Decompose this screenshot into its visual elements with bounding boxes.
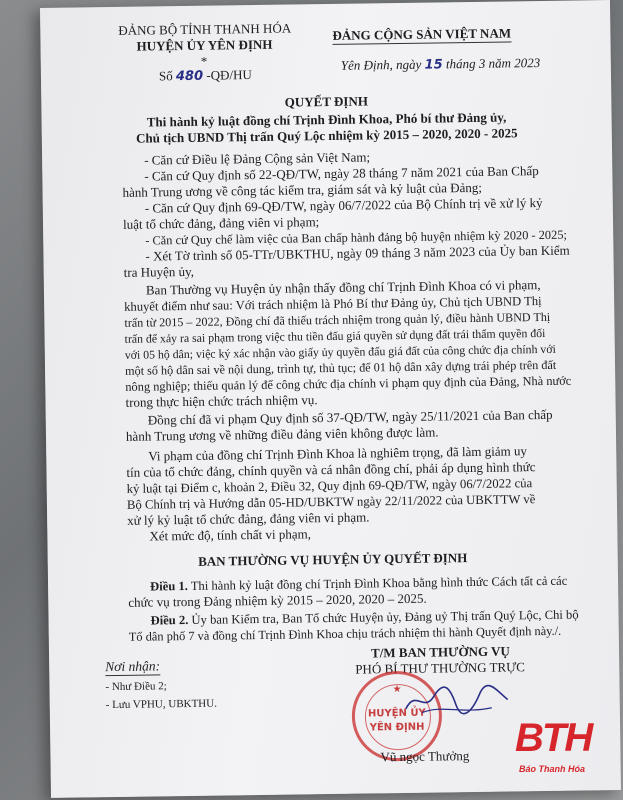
body-line: luật tổ chức đảng, đảng viên vi phạm; (122, 214, 320, 232)
body-line: kỷ luật tại Điểm c, khoản 2, Điều 32, Quy định 69-QĐ/TW, ngày 06/7/2022 của (126, 476, 533, 496)
decision-heading: BAN THƯỜNG VỤ HUYỆN ỦY QUYẾT ĐỊNH (198, 550, 468, 569)
org-left-line2: HUYỆN ỦY YÊN ĐỊNH (136, 36, 273, 54)
body-line: Đồng chí đã vi phạm Quy định số 37-QĐ/TW, ngày 25/11/2021 của Ban chấp (147, 406, 553, 428)
body-line: với 05 hộ dân; việc ký xác nhận vào giấy ủy quyền đấu giá đất của công chức địa chính với (124, 341, 556, 362)
body-line: - Căn cứ Quy định 69-QĐ/TW, ngày 06/7/2022 của Bộ Chính trị về xử lý kỷ (144, 195, 543, 216)
date-suffix: tháng 3 năm 2023 (445, 55, 541, 72)
body-line: - Xét Tờ trình số 05-TTr/UBKTHU, ngày 09 tháng 3 năm 2023 của Ủy ban Kiểm (145, 242, 570, 264)
logo-tagline: Báo Thanh Hóa (519, 764, 586, 774)
document-paper (40, 0, 621, 798)
stamp-star-icon: ★ (392, 684, 402, 696)
so-suffix: -QĐ/HU (206, 67, 252, 83)
article-1-label: Điều 1. (149, 578, 188, 594)
body-line: Xét mức độ, tính chất vi phạm, (149, 526, 312, 544)
body-line: hành Trung ương về công tác kiểm tra, giám sát và kỷ luật của Đảng; (122, 179, 483, 200)
body-line: Bộ Chính trị và Hướng dẫn 05-HD/UBKTW ngày 22/11/2022 của UBKTTW về (126, 492, 536, 512)
article-2-line2: Tổ dân phố 7 và đồng chí Trịnh Đình Khoa chịu trách nhiệm thi hành Quyết định này./. (128, 623, 562, 644)
body-line: trong thực hiện chức trách nhiệm vụ. (125, 392, 318, 410)
logo-brand: BTH (515, 716, 592, 760)
body-line: trấn từ 2015 – 2022, Đồng chí đã thiếu trách nhiệm trong quản lý, điều hành UBND Thị (124, 309, 551, 330)
body-line: Ban Thường vụ Huyện ủy nhận thấy đồng chí Trịnh Đình Khoa có vi phạm, (145, 277, 541, 298)
article-2-label: Điều 2. (150, 612, 189, 628)
article-1-line2: chức vụ trong Đảng nhiệm kỳ 2015 – 2020, 2020 – 2025. (128, 590, 427, 610)
body-line: nông nghiệp; thiếu quản lý để công chức địa chính vi phạm quy định của Đảng, Nhà nước (125, 373, 572, 394)
recipient-item: - Lưu VPHU, UBKTHU. (105, 697, 218, 712)
signature-line2: PHÓ BÍ THƯ THƯỜNG TRỰC (355, 659, 526, 677)
stamp-text-2: YÊN ĐỊNH (369, 721, 425, 734)
body-line: Vi phạm của đồng chí Trịnh Đình Khoa là nghiêm trọng, đã làm giảm uy (148, 443, 528, 464)
document-date (341, 55, 541, 75)
body-line: trấn để xảy ra sai phạm trong việc thu tiền đấu giá quyền sử dụng đất trái thẩm quyền đối (124, 325, 546, 346)
handwritten-signature (401, 681, 511, 719)
body-line: - Căn cứ Điều lệ Đảng Cộng sản Việt Nam; (144, 149, 371, 168)
article-2-text: Ủy ban Kiểm tra, Ban Tổ chức Huyện ủy, Đảng uỷ Thị trấn Quý Lộc, Chi bộ (191, 607, 579, 627)
body-line: tra Huyện ủy, (123, 263, 195, 280)
body-line: tín của tổ chức đảng, chính quyền và cá nhân đồng chí, phải áp dụng hình thức (126, 459, 536, 480)
date-prefix: Yên Định, ngày (340, 56, 422, 73)
recipient-item: - Như Điều 2; (105, 680, 167, 694)
decision-title: QUYẾT ĐỊNH (284, 93, 369, 110)
decision-subtitle-2: Chủ tịch UBND Thị trấn Quý Lộc nhiệm kỳ 2015 – 2020, 2020 - 2025 (135, 125, 518, 146)
body-line: - Căn cứ Quy định số 22-QĐ/TW, ngày 28 tháng 7 năm 2021 của Ban Chấp (144, 163, 539, 184)
document-number (159, 67, 252, 85)
signer-name: Vũ ngọc Thưởng (380, 748, 470, 765)
recipients-heading: Nơi nhận: (105, 658, 161, 675)
bth-logo (515, 716, 615, 796)
org-left-line1: ĐẢNG BỘ TỈNH THANH HÓA (118, 20, 292, 38)
date-day: 15 (424, 57, 443, 73)
body-line: - Căn cứ Quy chế làm việc của Ban chấp hành đảng bộ huyện nhiệm kỳ 2020 - 2025; (145, 227, 568, 248)
body-line: khuyết điểm như sau: Với trách nhiệm là Phó Bí thư Đảng ủy, Chủ tịch UBND Thị (124, 294, 542, 314)
body-line: xử lý kỷ luật tổ chức đảng, đảng viên vi phạm. (127, 509, 370, 528)
org-right: ĐẢNG CỘNG SẢN VIỆT NAM (332, 25, 512, 43)
org-star: * (200, 53, 208, 69)
body-line: một số hộ dân sai về nội dung, trình tự, thủ tục; để 01 hộ dân xây dựng trái phép trên đất (124, 357, 557, 378)
stamp-text-1: HUYỆN ỦY (367, 707, 426, 720)
so-prefix: Số (158, 68, 173, 84)
decision-subtitle-1: Thi hành kỷ luật đồng chí Trịnh Đình Khoa, Phó bí thư Đảng ủy, (146, 109, 507, 130)
body-line: hành Trung ương về những điều đảng viên không được làm. (125, 424, 439, 444)
signature-line1: T/M BAN THƯỜNG VỤ (370, 643, 510, 661)
article-1-text: Thi hành kỷ luật đồng chí Trịnh Đình Khoa bằng hình thức Cách tất cả các (190, 573, 568, 593)
so-number: 480 (175, 68, 204, 85)
